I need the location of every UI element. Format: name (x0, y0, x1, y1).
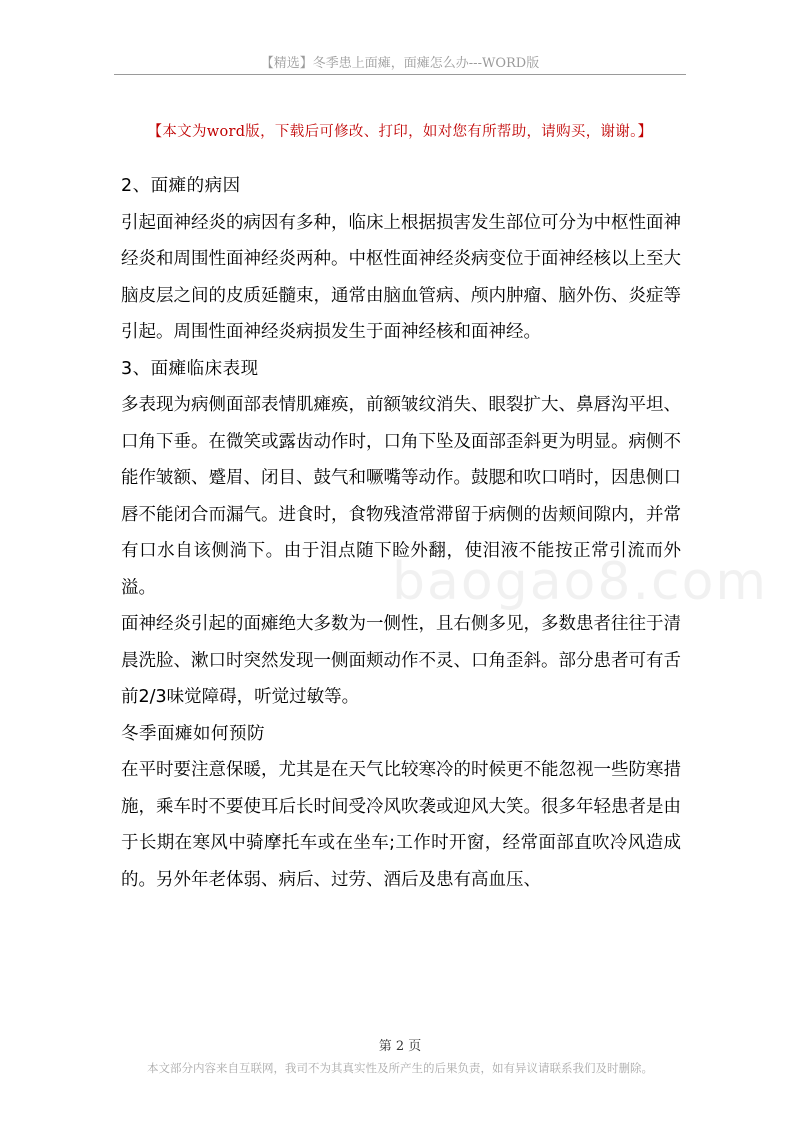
section-heading-cause: 2、面瘫的病因 (121, 176, 241, 196)
paragraph-cause: 引起面神经炎的病因有多种，临床上根据损害发生部位可分为中枢性面神经炎和周围性面神经炎两种。中枢性面神经炎病变位于面神经核以上至大脑皮层之间的皮质延髓束，通常由脑血管病、颅内肿瘤、脑外伤、炎症等引起。周围性面神经炎病损发生于面神经核和面神经。 (121, 212, 681, 342)
paragraph-prevention: 在平时要注意保暖，尤其是在天气比较寒冷的时候更不能忽视一些防寒措施，乘车时不要使耳后长时间受冷风吹袭或迎风大笑。很多年轻患者是由于长期在寒风中骑摩托车或在坐车;工作时开窗，经常面部直吹冷风造成的。另外年老体弱、病后、过劳、酒后及患有高血压、 (121, 760, 681, 890)
header-divider (114, 74, 686, 75)
purchase-notice: 【本文为word版，下载后可修改、打印，如对您有所帮助，请购买，谢谢。】 (147, 124, 653, 140)
paragraph-onset: 面神经炎引起的面瘫绝大多数为一侧性，且右侧多见，多数患者往往于清晨洗脸、漱口时突然发现一侧面颊动作不灵、口角歪斜。部分患者可有舌前2/3味觉障碍，听觉过敏等。 (121, 614, 681, 707)
document-body (121, 168, 681, 898)
page-header-title: 【精选】冬季患上面瘫，面瘫怎么办---WORD版 (260, 56, 540, 71)
paragraph-symptoms: 多表现为病侧面部表情肌瘫痪，前额皱纹消失、眼裂扩大、鼻唇沟平坦、口角下垂。在微笑或露齿动作时，口角下坠及面部歪斜更为明显。病侧不能作皱额、蹙眉、闭目、鼓气和噘嘴等动作。鼓腮和吹口哨时，因患侧口唇不能闭合而漏气。进食时，食物残渣常滞留于病侧的齿颊间隙内，并常有口水自该侧淌下。由于泪点随下睑外翻，使泪液不能按正常引流而外溢。 (121, 395, 681, 598)
footer-disclaimer: 本文部分内容来自互联网，我司不为其真实性及所产生的后果负责，如有异议请联系我们及时删除。 (147, 1061, 653, 1075)
section-heading-prevention: 冬季面瘫如何预防 (121, 723, 265, 744)
section-heading-symptoms: 3、面瘫临床表现 (121, 358, 259, 379)
watermark: baogao8.com (392, 552, 769, 612)
page-number: 第 2 页 (378, 1039, 422, 1054)
